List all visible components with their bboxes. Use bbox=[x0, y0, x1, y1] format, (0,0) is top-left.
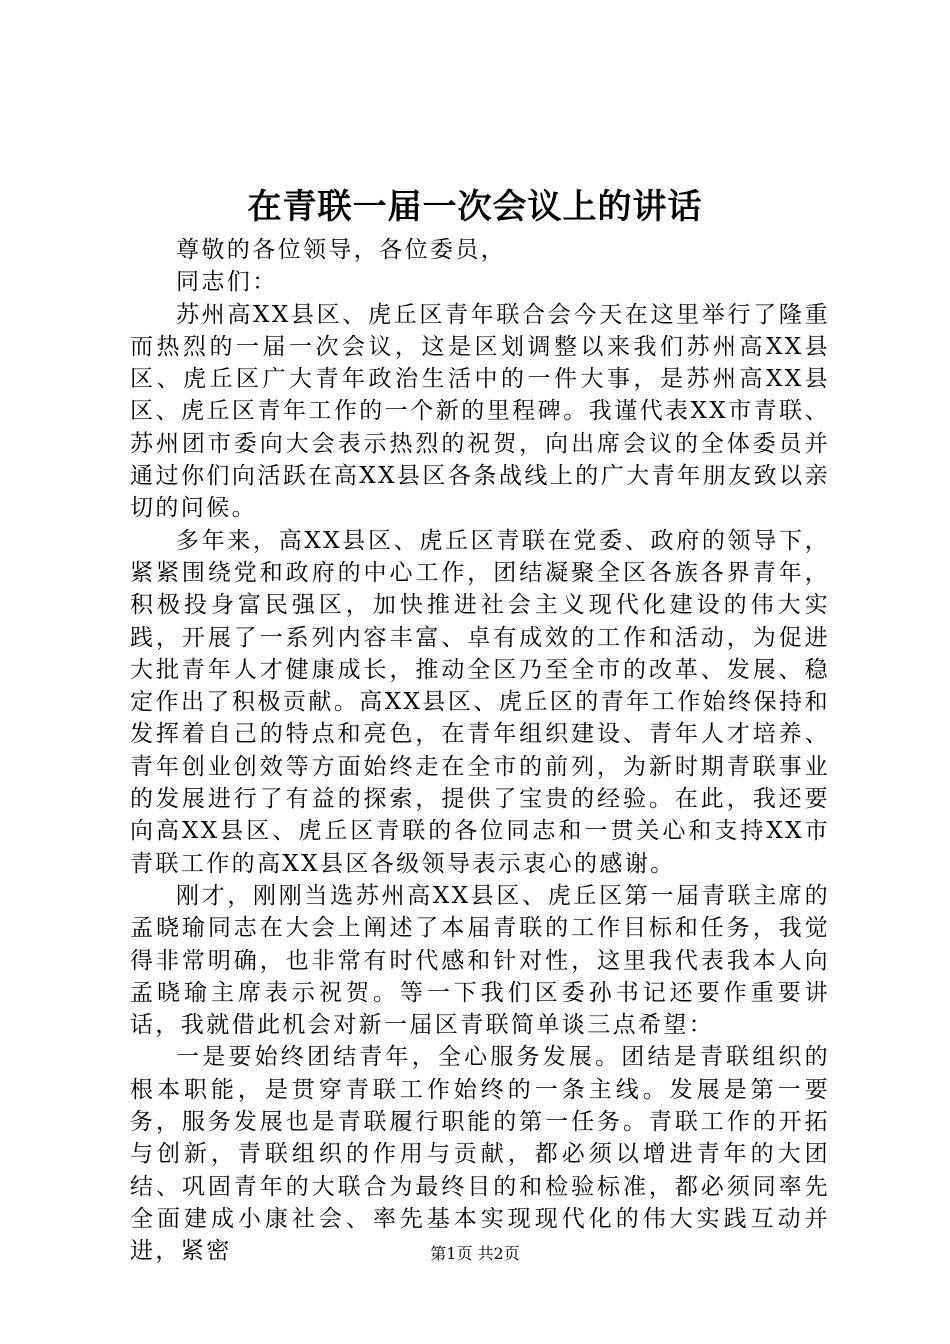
salutation-line: 尊敬的各位领导，各位委员， bbox=[176, 237, 507, 263]
body-paragraph: 刚才，刚刚当选苏州高XX县区、虎丘区第一届青联主席的孟晓瑜同志在大会上阐述了本届青联的工作目标和任务，我觉得非常明确，也非常有时代感和针对性，这里我代表我本人向孟晓瑜主席表示祝贺。等一下我们区委孙书记还要作重要讲话，我就借此机会对新一届区青联简单谈三点希望： bbox=[130, 882, 830, 1039]
body-paragraph: 一是要始终团结青年，全心服务发展。团结是青联组织的根本职能，是贯穿青联工作始终的一条主线。发展是第一要务，服务发展也是青联履行职能的第一任务。青联工作的开拓与创新，青联组织的作用与贡献，都必须以增进青年的大团结、巩固青年的大联合为最终目的和检验标准，都必须同率先全面建成小康社会、率先基本实现现代化的伟大实践互动并进，紧密 bbox=[130, 1044, 830, 1265]
body-paragraph: 苏州高XX县区、虎丘区青年联合会今天在这里举行了隆重而热烈的一届一次会议，这是区划调整以来我们苏州高XX县区、虎丘区广大青年政治生活中的一件大事，是苏州高XX县区、虎丘区青年工作的一个新的里程碑。我谨代表XX市青联、苏州团市委向大会表示热烈的祝贺，向出席会议的全体委员并通过你们向活跃在高XX县区各条战线上的广大青年朋友致以亲切的问候。 bbox=[130, 301, 830, 522]
page-number-footer: 第1页 共2页 bbox=[430, 1244, 520, 1263]
document-body bbox=[130, 234, 830, 1268]
salutation-line: 同志们： bbox=[176, 269, 278, 296]
body-paragraph: 多年来，高XX县区、虎丘区青联在党委、政府的领导下，紧紧围绕党和政府的中心工作，团结凝聚全区各族各界青年，积极投身富民强区，加快推进社会主义现代化建设的伟大实践，开展了一系列内容丰富、卓有成效的工作和活动，为促进大批青年人才健康成长，推动全区乃至全市的改革、发展、稳定作出了积极贡献。高XX县区、虎丘区的青年工作始终保持和发挥着自己的特点和亮色，在青年组织建设、青年人才培养、青年创业创效等方面始终走在全市的前列，为新时期青联事业的发展进行了有益的探索，提供了宝贵的经验。在此，我还要向高XX县区、虎丘区青联的各位同志和一贯关心和支持XX市青联工作的高XX县区各级领导表示衷心的感谢。 bbox=[130, 527, 830, 877]
document-title: 在青联一届一次会议上的讲话 bbox=[247, 187, 703, 227]
